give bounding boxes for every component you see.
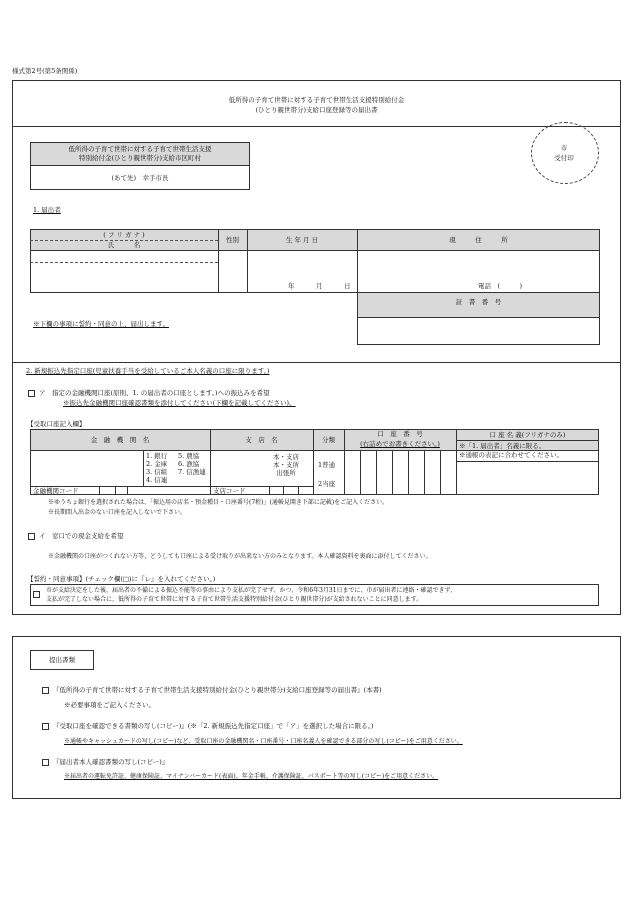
account-heading: 【受取口座記入欄】 bbox=[27, 420, 86, 428]
stamp-label-reception: 受付印 bbox=[554, 154, 574, 162]
bank-type-item: 1. 銀行 bbox=[146, 452, 168, 460]
form-title-line2: (ひとり親世帯分)支給口座登録等の届出書 bbox=[255, 106, 378, 114]
option-i[interactable] bbox=[28, 532, 124, 540]
bank-type-item: 5. 農協 bbox=[178, 452, 200, 460]
col-bank-name: 金 融 機 関 名 bbox=[90, 436, 150, 444]
dormant-note: ※長期間入出金のない口座を記入しないで下さい。 bbox=[48, 509, 187, 516]
col-account-holder: 口 座 名 義(フリガナのみ) bbox=[489, 431, 566, 439]
doc-item-3-note: ※届出者の運転免許証、健康保険証、マイナンバーカード(表面)、年金手帳、介護保険証、パスポート等の写し(コピー)をご用意ください。 bbox=[64, 773, 439, 780]
cert-number-label: 証 書 番 号 bbox=[455, 298, 502, 306]
col-account-number: 口 座 番 号 bbox=[377, 430, 423, 438]
doc-item-2-note: ※通帳やキャッシュカードの写し(コピー)など、受取口座の金融機関名・口座番号・口座名義人を確認できる部分の写し(コピー)をご用意ください。 bbox=[64, 738, 463, 745]
dob-day: 日 bbox=[344, 282, 351, 290]
acct-type-ordinary: 1普通 bbox=[318, 461, 336, 469]
stamp-label-city: 市 bbox=[560, 144, 568, 152]
option-a-note: ※振込先金融機関口座確認書類を添付してください(下欄を記載してください)。 bbox=[63, 399, 296, 407]
bank-type-item: 7. 信漁連 bbox=[178, 468, 206, 477]
branch-type-item: 本・支所 bbox=[273, 461, 299, 470]
option-a-label: ア 指定の金融機関口座(原則、1. の届出者の口座とします。)への振込みを希望 bbox=[39, 389, 270, 397]
section2-title: 2. 新規振込先指定口座(児童扶養手当を受給しているご本人名義の口座に限ります。) bbox=[26, 367, 270, 375]
doc-item-3-label: 『届出者本人確認書類の写し(コピー)』 bbox=[53, 758, 169, 766]
documents-heading: 提出書類 bbox=[49, 656, 75, 664]
consent-line1: 市が支給決定をした後、届出者の不備による振込不能等の事由により支払が完了せず、かつ、令和6年3月31日までに、市が届出者に連絡・確認できず、 bbox=[46, 587, 457, 594]
option-a-checkbox[interactable] bbox=[28, 390, 35, 397]
doc-item-1 bbox=[42, 686, 382, 694]
branch-code-label: 支店コード bbox=[213, 487, 246, 495]
addressee-to: (あて先) 幸手市長 bbox=[111, 174, 169, 182]
option-a[interactable] bbox=[28, 389, 270, 397]
bank-code-label: 金融機関コード bbox=[33, 487, 79, 495]
address-label: 現 住 所 bbox=[449, 236, 508, 244]
consent-line2: 支払が完了しない場合に、低所得の子育て世帯に対する子育て世帯生活支援特別給付金(ひとり親世帯分)が支給されないことに同意します。 bbox=[46, 596, 423, 603]
form-title-line1: 低所得の子育て世帯に対する子育て世帯生活支援特別給付金 bbox=[228, 96, 405, 104]
doc-item-3-checkbox[interactable] bbox=[42, 759, 49, 766]
bank-type-list bbox=[146, 452, 167, 485]
acct-type-current: 2当座 bbox=[318, 480, 336, 488]
section1-title: 1. 届出者 bbox=[33, 206, 61, 214]
sex-label: 性別 bbox=[226, 236, 239, 244]
holder-note-2: ※通帳の表記に合わせてください。 bbox=[459, 451, 563, 459]
doc-item-2-label: 『受取口座を確認できる書類の写し(コピー)』(※「2. 新規振込先指定口座」で「ア」を選択した場合に限る。) bbox=[53, 722, 374, 730]
consent-checkbox[interactable] bbox=[33, 591, 40, 598]
col-branch-name: 支 店 名 bbox=[245, 436, 278, 444]
holder-note-1: ※「1. 届出者」名義に限る。 bbox=[459, 442, 546, 450]
option-i-note: ※金融機関の口座がつくれない方等、どうしても口座による受け取りが出来ない方のみとなります。本人確認資料を裏面に添付してください。 bbox=[48, 553, 432, 560]
addressee-line1: 低所得の子育て世帯に対する子育て世帯生活支援 bbox=[68, 145, 212, 153]
col-account-type: 分類 bbox=[322, 436, 335, 444]
furigana-label: ( フ リ ガ ナ ) bbox=[103, 231, 145, 239]
doc-item-1-note: ※必要事項をご記入ください。 bbox=[64, 701, 155, 709]
branch-type-list bbox=[273, 453, 299, 477]
consent-heading: 【誓約・同意事項】(チェック欄(□)に『レ』を入れてください。) bbox=[27, 575, 216, 583]
name-label: 氏 名 bbox=[107, 241, 141, 249]
bank-type-item: 4. 信連 bbox=[146, 476, 168, 485]
dob-label: 生 年 月 日 bbox=[285, 236, 319, 244]
dob-year: 年 bbox=[288, 282, 295, 290]
addressee-line2: 特別給付金(ひとり親世帯分)支給市区町村 bbox=[78, 154, 202, 162]
option-i-checkbox[interactable] bbox=[28, 533, 35, 540]
bank-type-item: 3. 信組 bbox=[146, 468, 168, 477]
doc-item-2 bbox=[42, 722, 373, 730]
doc-item-3 bbox=[42, 758, 168, 766]
bank-type-item: 6. 漁協 bbox=[178, 460, 200, 469]
doc-item-1-label: 『低所得の子育て世帯に対する子育て世帯生活支援特別給付金(ひとり親世帯分)支給口座登録等の届出書』(本書) bbox=[53, 686, 382, 694]
form-number: 様式第2号(第5条関係) bbox=[12, 67, 78, 75]
option-i-label: イ 窓口での現金支給を希望 bbox=[39, 532, 124, 540]
dob-month: 月 bbox=[316, 282, 323, 290]
branch-type-item: 出張所 bbox=[276, 469, 296, 478]
pledge-text: ※下欄の事項に誓約・同意の上、届出します。 bbox=[33, 320, 169, 328]
doc-item-1-checkbox[interactable] bbox=[42, 687, 49, 694]
bank-type-list-2 bbox=[178, 452, 206, 476]
col-account-number-note: (右詰めでお書きください。) bbox=[360, 440, 440, 448]
branch-type-item: 本・支店 bbox=[273, 453, 299, 461]
reception-stamp-circle bbox=[531, 122, 599, 184]
bank-type-item: 2. 金庫 bbox=[146, 460, 168, 469]
cert-number-field[interactable] bbox=[357, 317, 600, 345]
yucho-note: ※ゆうちょ銀行を選択された場合は、「振込用の店名・預金種目・口座番号(7桁)」(通帳見開き下部に記載)をご記入ください。 bbox=[48, 499, 389, 506]
phone-label: 電話 ( ) bbox=[478, 282, 523, 290]
doc-item-2-checkbox[interactable] bbox=[42, 723, 49, 730]
